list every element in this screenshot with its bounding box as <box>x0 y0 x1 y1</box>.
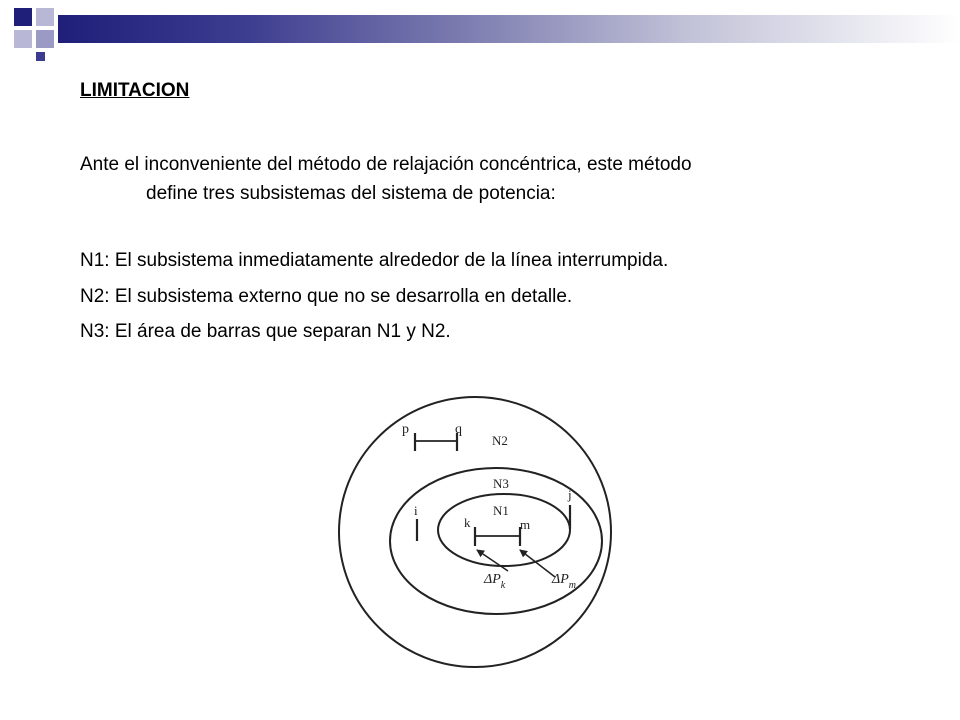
label-dpm: $\Delta P_m$ <box>552 572 577 591</box>
header-square-light <box>36 8 54 26</box>
arrow-dpk <box>477 550 508 571</box>
header-square-light <box>14 30 32 48</box>
label-p: p <box>402 422 409 437</box>
label-n3: N3 <box>493 476 509 491</box>
label-n1: N1 <box>493 503 509 518</box>
label-q: q <box>455 422 462 437</box>
label-i: i <box>414 503 418 518</box>
intro-paragraph <box>80 150 880 208</box>
slide-title: LIMITACION <box>80 80 190 101</box>
label-dpk: $\Delta P_k$ <box>484 572 506 591</box>
header-square-dark <box>14 8 32 26</box>
label-j: j <box>568 487 572 502</box>
label-dpm-sub: m <box>568 580 577 591</box>
subsystem-diagram <box>330 395 630 695</box>
label-m: m <box>520 517 531 532</box>
intro-line-1: Ante el inconveniente del método de relajación concéntrica, este método <box>80 154 692 175</box>
label-n2: N2 <box>492 433 508 448</box>
list-item: N2: El subsistema externo que no se desarrolla en detalle. <box>80 286 573 307</box>
label-dpk-sub: k <box>500 580 506 591</box>
header-square-mid <box>36 30 54 48</box>
list-item: N3: El área de barras que separan N1 y N2. <box>80 321 451 342</box>
label-k: k <box>464 515 471 530</box>
header-gradient-bar <box>58 15 960 43</box>
list-item: N1: El subsistema inmediatamente alrededor de la línea interrumpida. <box>80 250 669 271</box>
header-square-dark <box>36 52 45 61</box>
intro-line-2: define tres subsistemas del sistema de potencia: <box>146 183 556 204</box>
